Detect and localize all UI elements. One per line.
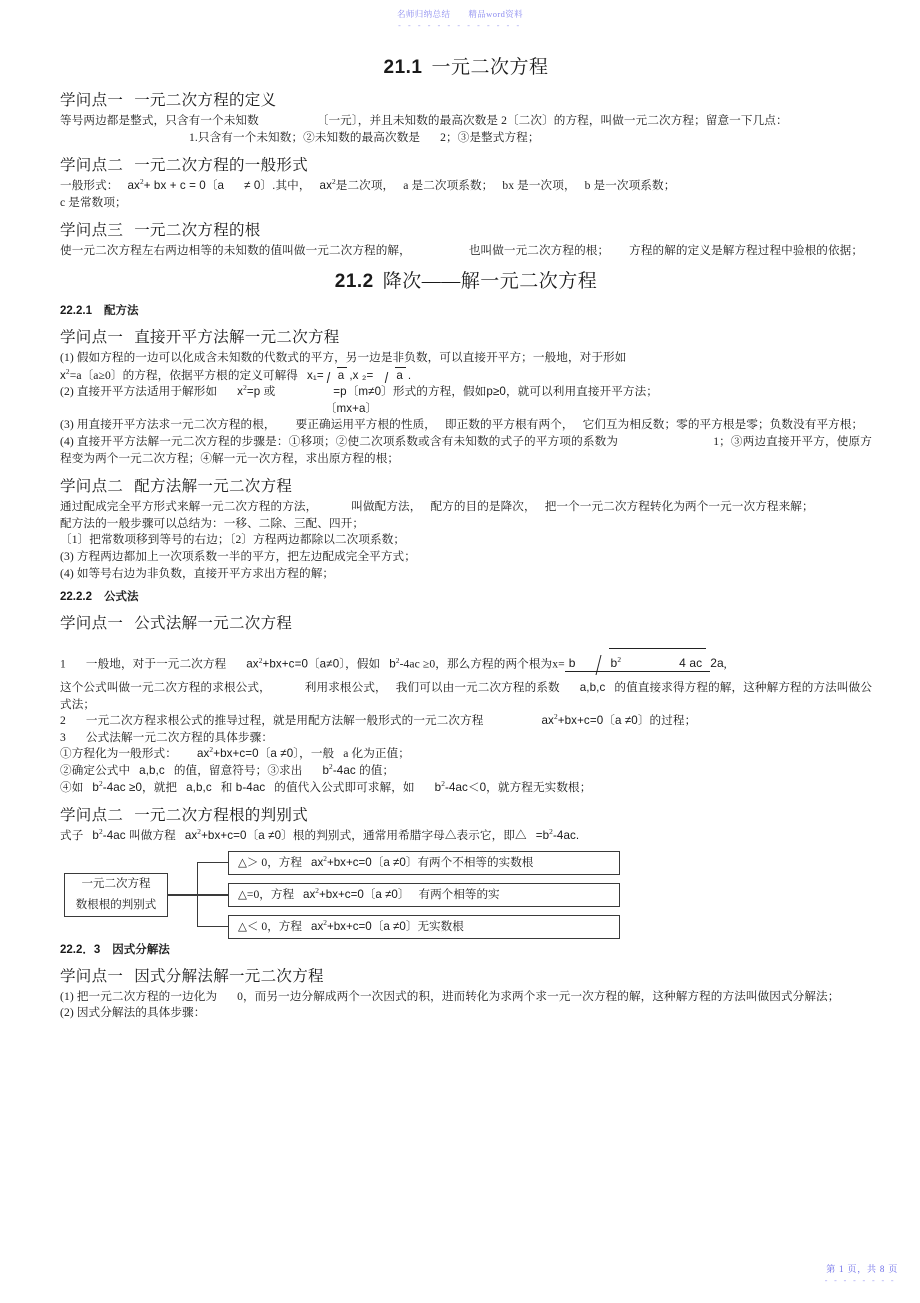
subsection-22-2-3 — [60, 941, 872, 957]
root-a: 使一元二次方程左右两边相等的未知数的值叫做一元二次方程的解， — [60, 244, 411, 258]
formula-radicand — [609, 648, 707, 675]
case-condition: △＞ 0，方程 — [238, 855, 302, 869]
page-header-watermark — [0, 8, 920, 20]
kp-title: 配方法解一元二次方程 — [134, 478, 293, 496]
sqrt-symbol — [384, 367, 406, 385]
paragraph-mx-plus-a — [60, 401, 872, 418]
heading-knowledge-point-2 — [60, 153, 872, 175]
s2-a: ②确定公式中 — [60, 764, 131, 778]
heading-kp-factoring — [60, 964, 872, 986]
gf-neq: ≠ 0〕.其中， — [244, 179, 311, 193]
s2-e: -4ac 的值； — [332, 764, 395, 778]
item-1: 1 — [60, 657, 66, 671]
diagram-root-line1: 一元二次方程 — [81, 877, 151, 890]
paragraph-factoring-2: (2) 因式分解法的具体步骤： — [60, 1006, 206, 1020]
sub-title: 公式法 — [103, 591, 139, 604]
exponent-2: 2 — [98, 778, 103, 788]
fe-b: 利用求根公式， — [304, 681, 387, 695]
eq-x: x — [60, 368, 66, 382]
s4-g: b — [434, 780, 442, 794]
paragraph-step-2 — [60, 763, 872, 780]
dd-c: -4ac 叫做方程 — [102, 829, 176, 843]
title-text: 降次——解一元二次方程 — [382, 270, 598, 292]
paragraph-direct-sqrt-5 — [60, 434, 872, 467]
paragraph-general-form — [60, 178, 872, 195]
paragraph-constant-term — [60, 195, 872, 212]
title-number: 21.2 — [334, 270, 374, 292]
qf-ax: ax — [246, 657, 259, 671]
paragraph-quadratic-formula — [60, 651, 872, 679]
fa-a: (1) 把一元二次方程的一边化为 — [60, 989, 218, 1003]
fa-b: 0，而另一边分解成两个一次因式的积，进而转化为求两个求一元一次方程的解，这种解方程的方法叫做因式分解法； — [237, 989, 840, 1003]
s4-abc: a,b,c — [186, 780, 212, 794]
ds3-d: =p〔m≠0〕形式的方程，假如p≥0，就可以利用直接开平方法； — [333, 385, 659, 399]
cs1-a: 通过配成完全平方形式来解一元二次方程的方法， — [60, 500, 318, 514]
page-footer-label: 第 1 页，共 8 页 — [826, 1264, 898, 1274]
ds4-d: 它们互为相反数；零的平方根是零；负数没有平方根； — [582, 418, 864, 432]
watermark-right-text: 精品word资料 — [468, 9, 524, 19]
def-points-b: 2；③是整式方程； — [440, 130, 540, 144]
exponent-2: 2 — [243, 383, 247, 393]
fe-e: 的值直接求得方程的解，这种解方程的方法叫做公式法； — [60, 681, 873, 711]
s4-b: b — [92, 780, 99, 794]
s4-e: 和 b-4ac — [220, 780, 266, 794]
heading-knowledge-point-3 — [60, 218, 872, 240]
sub-number: 22.2．3 — [60, 943, 101, 956]
paragraph-formula-derivation — [60, 713, 872, 730]
ds3-eqp: =p 或 — [246, 385, 276, 399]
exponent-2: 2 — [139, 177, 144, 187]
formula-trailing-comma: , — [723, 657, 727, 671]
s2-abc: a,b,c — [139, 764, 165, 778]
fs-text: 公式法解一元二次方程的具体步骤： — [85, 730, 274, 744]
dd-b: b — [92, 829, 99, 843]
exponent-2: 2 — [331, 177, 336, 187]
ds5-a: (4) 直接开平方法解一元二次方程的步骤是：①移项；②使二次项系数或含有未知数的式子的平方项的系数为 — [60, 434, 619, 448]
gf-label: 一般形式： — [60, 179, 119, 193]
exponent-2: 2 — [258, 655, 263, 665]
eq-desc: =a〔a≥0〕的方程，依据平方根的定义可解得 — [69, 368, 298, 382]
heading-kp-completing-square — [60, 474, 872, 496]
s1-a: ①方程化为一般形式： — [60, 747, 177, 761]
s1-eq: +bx+c=0〔a ≠0〕，一般 — [213, 747, 335, 761]
root-x2: ,x ₂= — [349, 368, 374, 382]
document-content — [60, 46, 872, 1022]
paragraph-cs-1 — [60, 499, 872, 516]
paragraph-cs-4: (3) 方程两边都加上一次项系数一半的平方，把左边配成完全平方式； — [60, 549, 416, 563]
gf-quad-coef: a 是二次项系数； — [403, 179, 494, 193]
dd-a: 式子 — [60, 829, 84, 843]
cs1-c: 配方的目的是降次， — [430, 500, 536, 514]
gf-quad-term: 是二次项， — [335, 179, 395, 193]
case-condition: △=0，方程 — [238, 887, 295, 901]
sqrt-symbol — [326, 367, 348, 385]
dd-g: -4ac. — [552, 829, 580, 843]
diagram-case-zero — [228, 883, 620, 907]
ds4-b: 要正确运用平方根的性质， — [295, 418, 436, 432]
case-condition: △＜ 0，方程 — [238, 919, 302, 933]
connector-branch-middle — [197, 894, 228, 895]
paragraph-cs-5: (4) 如等号右边为非负数，直接开平方求出方程的解； — [60, 566, 335, 580]
kp-label: 学问点一 — [60, 328, 124, 346]
qf-eq: +bx+c=0〔a≠0〕，假如 — [262, 657, 381, 671]
s1-ax: ax — [196, 747, 210, 761]
root-x1: x₁= — [307, 368, 324, 382]
radicand-4ac: 4 ac — [679, 656, 703, 671]
discriminant-diagram — [60, 851, 620, 939]
def-points-a: 1.只含有一个未知数；②未知数的最高次数是 — [189, 130, 421, 144]
kp-title: 一元二次方程的定义 — [134, 92, 277, 109]
sub-title: 因式分解法 — [112, 943, 170, 956]
case-result: 有两个相等的实 — [418, 887, 500, 901]
gf-eq: + bx + c = 0〔a — [143, 179, 225, 193]
paragraph-cs-2: 配方法的一般步骤可以总结为：一移、二除、三配、四开； — [60, 516, 365, 530]
qf-b: b — [389, 657, 396, 671]
kp-title: 直接开平方法解一元二次方程 — [134, 328, 340, 346]
paragraph-step-4 — [60, 780, 872, 797]
big-sqrt-symbol — [596, 648, 707, 675]
exponent-2: 2 — [549, 827, 553, 837]
s4-a: ④如 — [60, 780, 84, 794]
paragraph-direct-sqrt-4 — [60, 417, 872, 434]
kp-label: 学问点二 — [60, 157, 124, 175]
period: . — [407, 368, 412, 382]
paragraph-cs-3: 〔1〕把常数项移到等号的右边；〔2〕方程两边都除以二次项系数； — [60, 533, 406, 547]
diagram-case-negative — [228, 915, 620, 939]
case-result: 无实数根 — [417, 919, 464, 933]
def-part-a: 等号两边都是整式，只含有一个未知数 — [60, 114, 259, 127]
case-eq-base: ax — [311, 855, 324, 869]
paragraph-root-definition — [60, 243, 872, 260]
mx-a-term: 〔mx+a〕 — [324, 401, 378, 415]
cs1-b: 叫做配方法， — [351, 500, 422, 514]
page-title-21-1 — [60, 52, 872, 79]
connector-branch-top — [197, 862, 228, 863]
root-b: 也叫做一元二次方程的根； — [468, 244, 610, 258]
exponent-2: 2 — [209, 745, 214, 755]
title-number: 21.1 — [383, 57, 423, 78]
heading-kp-discriminant — [60, 803, 872, 825]
case-eq-rest: +bx+c=0〔a ≠0〕 — [319, 887, 410, 901]
gf-ax: ax — [127, 179, 140, 193]
exponent-2: 2 — [553, 712, 558, 722]
fe-c: 我们可以由一元二次方程的系数 — [395, 681, 560, 695]
exponent-2: 2 — [395, 655, 400, 665]
header-dash-rule: - - - - - - - - - - - - - — [398, 21, 522, 30]
gf-ax2: ax — [319, 179, 332, 193]
paragraph-factoring-1 — [60, 989, 872, 1006]
sub-number: 22.2.1 — [60, 304, 92, 317]
paragraph-definition-points — [60, 130, 872, 147]
cs1-d: 把一个一元二次方程转化为两个一元一次方程来解； — [544, 500, 814, 514]
kp-label: 学问点二 — [60, 807, 124, 825]
ds4-c: 即正数的平方根有两个， — [444, 418, 574, 432]
s4-f: 的值代入公式即可求解，如 — [274, 780, 415, 794]
ds3-a: (2) 直接开平方法适用于解形如 — [60, 385, 218, 399]
connector-stub — [168, 894, 198, 895]
exponent-2: 2 — [65, 366, 70, 376]
exponent-2: 2 — [617, 655, 622, 665]
watermark-left-text: 名师归纳总结 — [396, 9, 451, 19]
item-3: 3 — [60, 730, 66, 744]
kp-title: 一元二次方程的根 — [134, 222, 261, 240]
diagram-root-line2: 数根根的判别式 — [75, 898, 157, 911]
gf-const: c 是常数项； — [60, 195, 127, 209]
exponent-2: 2 — [315, 885, 319, 895]
fd-ax: ax — [541, 714, 554, 728]
case-result: 有两个不相等的实数根 — [417, 855, 534, 869]
heading-kp-direct-sqrt — [60, 325, 872, 347]
paragraph-direct-sqrt-2 — [60, 367, 872, 385]
kp-label: 学问点二 — [60, 478, 124, 496]
subsection-22-2-2 — [60, 588, 872, 604]
def-part-b: 〔一元〕，并且未知数的最高次数是 2〔二次〕的方程，叫做一元二次方程；留意一下几点： — [316, 114, 788, 127]
kp-title: 公式法解一元二次方程 — [134, 615, 293, 633]
heading-knowledge-point-1 — [60, 88, 872, 110]
radicand-b: b — [610, 656, 618, 671]
radicand: a — [337, 367, 348, 385]
s2-b: b — [322, 764, 330, 778]
ds4-a: (3) 用直接开平方法求一元二次方程的根， — [60, 418, 276, 432]
case-eq-base: ax — [303, 887, 316, 901]
paragraph-direct-sqrt-3 — [60, 384, 872, 401]
connector-branch-bottom — [197, 926, 228, 927]
paragraph-formula-explain — [60, 680, 872, 713]
exponent-2: 2 — [323, 917, 327, 927]
case-eq-rest: +bx+c=0〔a ≠0〕 — [326, 855, 418, 869]
case-eq-rest: +bx+c=0〔a ≠0〕 — [326, 919, 418, 933]
dd-f: =b — [535, 829, 550, 843]
formula-denominator: 2a — [710, 656, 724, 671]
formula-numerator — [565, 656, 710, 672]
s4-c: -4ac ≥0，就把 — [102, 780, 178, 794]
gf-lin-term: bx 是一次项， — [502, 179, 576, 193]
kp-label: 学问点一 — [60, 615, 124, 633]
kp-title: 一元二次方程根的判别式 — [134, 807, 309, 825]
s2-c: 的值，留意符号；③求出 — [173, 764, 303, 778]
exponent-2: 2 — [98, 827, 103, 837]
case-eq-base: ax — [311, 919, 324, 933]
qf-intro: 一般地，对于一元二次方程 — [85, 657, 227, 671]
fe-abc: a,b,c — [579, 681, 606, 695]
root-c: 方程的解的定义是解方程过程中验根的依据； — [629, 244, 864, 258]
dd-ax: ax — [184, 829, 198, 843]
fd-eq: +bx+c=0〔a ≠0〕的过程； — [557, 714, 697, 728]
exponent-2: 2 — [441, 778, 445, 788]
kp-label: 学问点三 — [60, 222, 124, 240]
kp-label: 学问点一 — [60, 92, 124, 109]
sub-number: 22.2.2 — [60, 591, 92, 604]
gf-lin-coef: b 是一次项系数； — [584, 179, 676, 193]
exponent-2: 2 — [329, 762, 333, 772]
paragraph-discriminant-def — [60, 828, 872, 845]
s4-h: -4ac＜0，就方程无实数根； — [444, 780, 592, 794]
paragraph-step-1 — [60, 746, 872, 763]
paragraph-definition — [60, 113, 872, 130]
kp-label: 学问点一 — [60, 967, 124, 985]
title-text: 一元二次方程 — [431, 57, 549, 78]
item-2: 2 — [60, 714, 66, 728]
fd-text: 一元二次方程求根公式的推导过程，就是用配方法解一般形式的一元二次方程 — [85, 714, 484, 728]
ds3-x: x — [237, 385, 244, 399]
radicand: a — [395, 367, 406, 385]
fe-a: 这个公式叫做一元二次方程的求根公式， — [60, 681, 271, 695]
exponent-2: 2 — [197, 827, 202, 837]
kp-title: 一元二次方程的一般形式 — [134, 157, 309, 175]
qf-disc: -4ac ≥0，那么方程的两个根为x= — [399, 657, 565, 671]
paragraph-direct-sqrt-1: (1) 假如方程的一边可以化成含未知数的代数式的平方，另一边是非负数，可以直接开平方；一般地，对于形如 — [60, 350, 627, 364]
page-title-21-2 — [60, 266, 872, 293]
diagram-case-positive — [228, 851, 620, 875]
ds5-b: 1；③两边直接开平方，使原方程变为两个一元二次方程；④解一元一次方程，求出原方程的根； — [60, 434, 873, 465]
quadratic-formula-fraction — [565, 648, 724, 676]
paragraph-formula-steps-header — [60, 730, 872, 747]
footer-dash-rule: - - - - - - - - — [824, 1276, 896, 1285]
kp-title: 因式分解法解一元二次方程 — [134, 967, 324, 985]
subsection-22-2-1 — [60, 302, 872, 318]
sub-title: 配方法 — [103, 304, 139, 317]
exponent-2: 2 — [323, 853, 327, 863]
diagram-root-node — [64, 873, 168, 917]
formula-b: b — [568, 656, 576, 671]
heading-kp-formula-method — [60, 611, 872, 633]
s1-d: a 化为正值； — [343, 747, 410, 761]
dd-e: +bx+c=0〔a ≠0〕根的判别式，通常用希腊字母△表示它，即△ — [201, 829, 527, 843]
